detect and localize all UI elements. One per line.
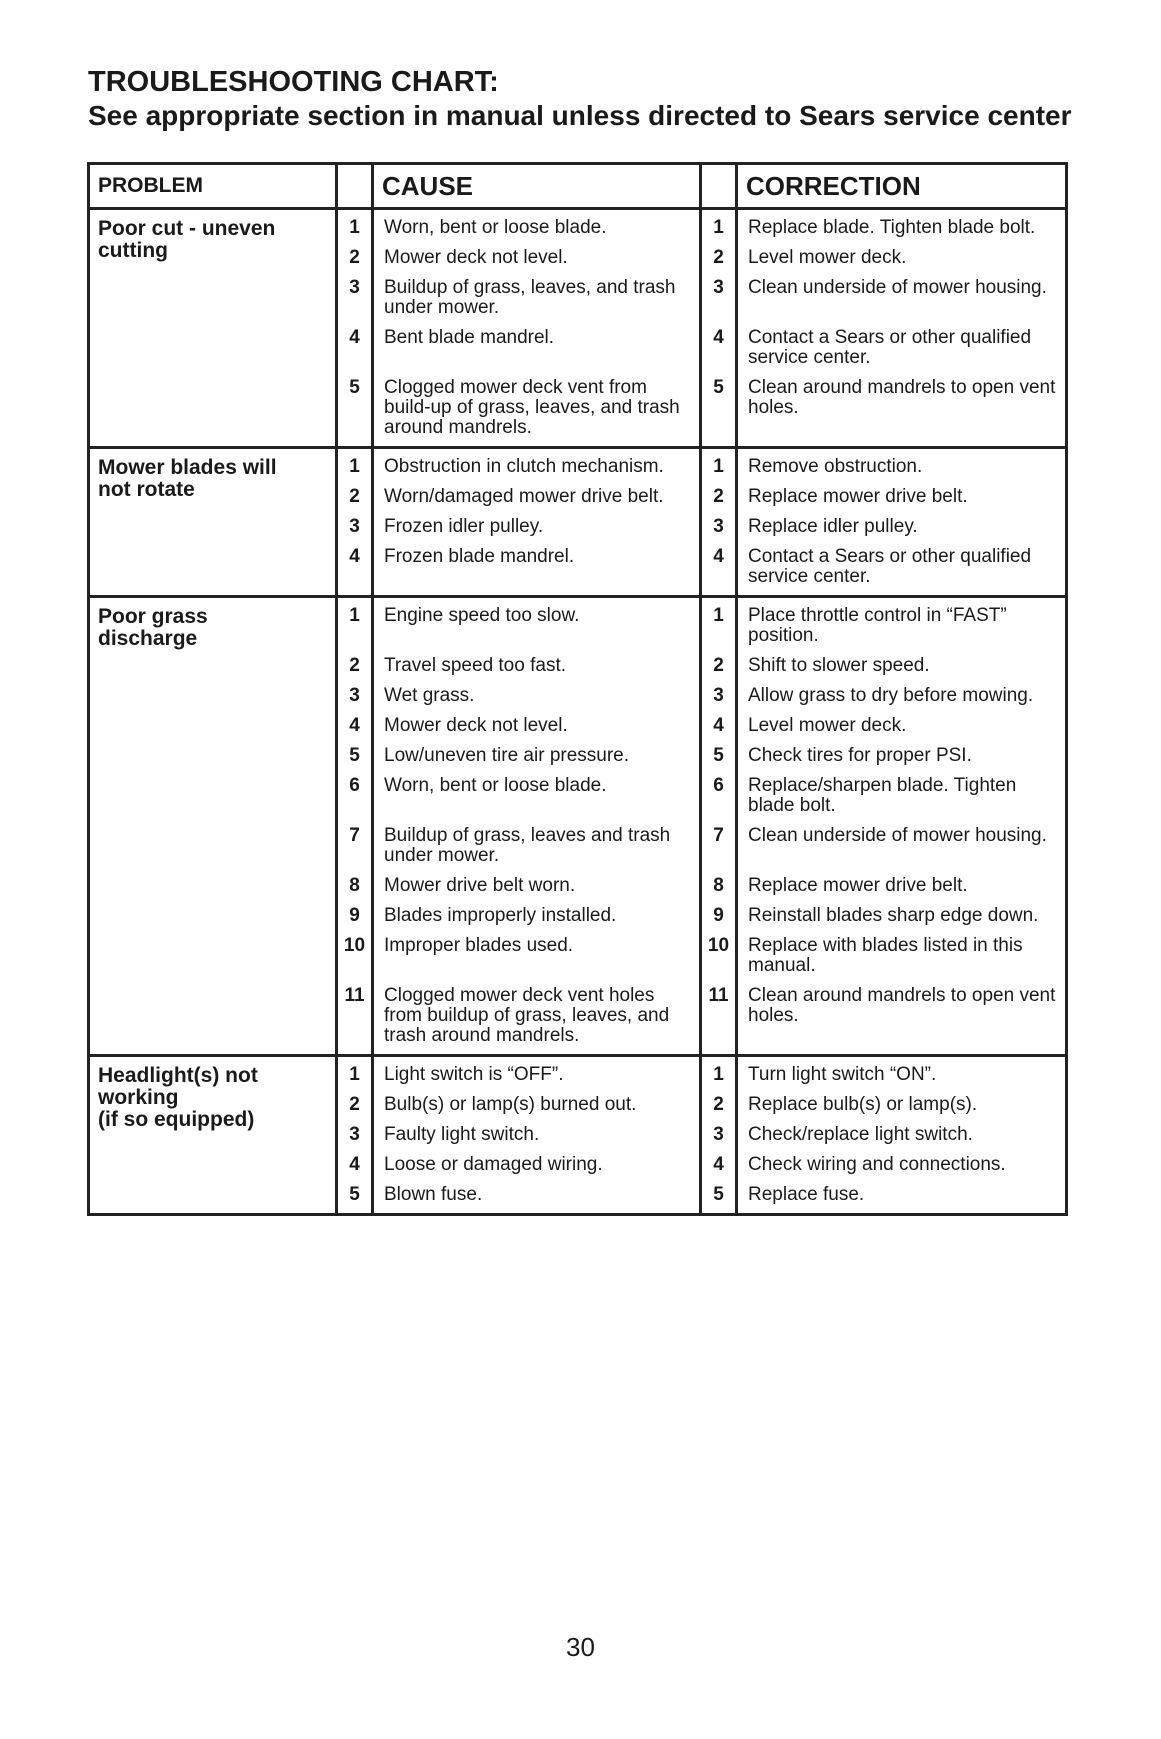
table-row: [338, 482, 1065, 512]
correction-number: 2: [702, 243, 738, 273]
cause-number: 5: [338, 1180, 374, 1213]
table-row: [338, 598, 1065, 651]
problem-section: [90, 449, 1065, 598]
cause-text: Obstruction in clutch mechanism.: [374, 449, 702, 482]
cause-text: Mower drive belt worn.: [374, 871, 702, 901]
correction-text: Replace bulb(s) or lamp(s).: [748, 1094, 978, 1115]
cause-number: 9: [338, 901, 374, 931]
problem-cell: [90, 1057, 338, 1213]
table-row: [338, 1120, 1065, 1150]
troubleshooting-table: [87, 162, 1068, 1216]
cause-number: 4: [338, 1150, 374, 1180]
correction-number: 5: [702, 373, 738, 446]
correction-number: 5: [702, 1180, 738, 1213]
header-cause: CAUSE: [374, 165, 702, 207]
correction-text: Contact a Sears or other qualified service center.: [748, 327, 1032, 368]
problem-cell: [90, 598, 338, 1054]
cause-text: Engine speed too slow.: [374, 598, 702, 651]
cause-number: 3: [338, 1120, 374, 1150]
cause-number: 8: [338, 871, 374, 901]
correction-number: 1: [702, 598, 738, 651]
correction-text: Clean around mandrels to open vent holes.: [748, 985, 1056, 1026]
correction-number: 7: [702, 821, 738, 871]
correction-number: 1: [702, 1057, 738, 1090]
table-row: [338, 741, 1065, 771]
cause-number: 11: [338, 981, 374, 1054]
correction-text: Replace blade. Tighten blade bolt.: [748, 217, 1036, 238]
table-row: [338, 373, 1065, 446]
correction-text: Clean underside of mower housing.: [748, 277, 1047, 298]
table-row: [338, 273, 1065, 323]
table-row: [338, 931, 1065, 981]
cause-text: Blown fuse.: [374, 1180, 702, 1213]
cause-number: 3: [338, 512, 374, 542]
correction-number: 3: [702, 512, 738, 542]
cause-number: 2: [338, 1090, 374, 1120]
correction-number: 4: [702, 323, 738, 373]
problem-section: [90, 1057, 1065, 1213]
cause-correction-rows: [338, 598, 1065, 1054]
correction-number: 1: [702, 210, 738, 243]
cause-text: Bent blade mandrel.: [374, 323, 702, 373]
table-row: [338, 771, 1065, 821]
cause-text: Frozen idler pulley.: [374, 512, 702, 542]
correction-number: 6: [702, 771, 738, 821]
cause-text: Blades improperly installed.: [374, 901, 702, 931]
cause-number: 1: [338, 598, 374, 651]
table-row: [338, 901, 1065, 931]
problem-cell: [90, 449, 338, 595]
table-row: [338, 821, 1065, 871]
correction-number: 9: [702, 901, 738, 931]
correction-number: 5: [702, 741, 738, 771]
correction-number: 4: [702, 542, 738, 595]
table-row: [338, 651, 1065, 681]
cause-correction-rows: [338, 449, 1065, 595]
page-title: TROUBLESHOOTING CHART:: [88, 66, 499, 98]
cause-text: Low/uneven tire air pressure.: [374, 741, 702, 771]
correction-text: Reinstall blades sharp edge down.: [748, 905, 1039, 926]
correction-text: Place throttle control in “FAST” position.: [748, 605, 1007, 646]
correction-text: Replace/sharpen blade. Tighten blade bolt.: [748, 775, 1017, 816]
table-row: [338, 512, 1065, 542]
header-spacer: [702, 165, 738, 207]
table-row: [338, 243, 1065, 273]
cause-text: Improper blades used.: [374, 931, 702, 981]
problem-text: (if so equipped): [98, 1108, 255, 1131]
cause-text: Worn/damaged mower drive belt.: [374, 482, 702, 512]
cause-text: Bulb(s) or lamp(s) burned out.: [374, 1090, 702, 1120]
correction-number: 3: [702, 1120, 738, 1150]
cause-text: Wet grass.: [374, 681, 702, 711]
correction-number: 4: [702, 1150, 738, 1180]
correction-number: 1: [702, 449, 738, 482]
header-spacer: [338, 165, 374, 207]
cause-number: 5: [338, 741, 374, 771]
cause-text: Frozen blade mandrel.: [374, 542, 702, 595]
page-number: 30: [566, 1632, 595, 1662]
table-row: [338, 542, 1065, 595]
cause-number: 2: [338, 651, 374, 681]
table-row: [338, 711, 1065, 741]
table-row: [338, 681, 1065, 711]
cause-text: Buildup of grass, leaves, and trash under mower.: [374, 273, 702, 323]
cause-number: 1: [338, 1057, 374, 1090]
correction-number: 10: [702, 931, 738, 981]
cause-number: 1: [338, 449, 374, 482]
correction-number: 3: [702, 273, 738, 323]
problem-text: working: [98, 1086, 179, 1109]
table-row: [338, 1150, 1065, 1180]
problem-cell: [90, 210, 338, 446]
cause-text: Clogged mower deck vent holes from buildup of grass, leaves, and trash around mandrels.: [374, 981, 702, 1054]
correction-number: 3: [702, 681, 738, 711]
correction-text: Clean underside of mower housing.: [748, 825, 1047, 846]
problem-text: Mower blades will: [98, 456, 277, 479]
correction-text: Clean around mandrels to open vent holes.: [748, 377, 1056, 418]
correction-number: 8: [702, 871, 738, 901]
cause-number: 4: [338, 542, 374, 595]
correction-text: Turn light switch “ON”.: [748, 1064, 937, 1085]
table-row: [338, 981, 1065, 1054]
correction-text: Check tires for proper PSI.: [748, 745, 972, 766]
cause-correction-rows: [338, 210, 1065, 446]
table-row: [338, 1090, 1065, 1120]
cause-text: Faulty light switch.: [374, 1120, 702, 1150]
cause-number: 3: [338, 273, 374, 323]
correction-text: Replace mower drive belt.: [748, 486, 968, 507]
cause-text: Loose or damaged wiring.: [374, 1150, 702, 1180]
correction-text: Level mower deck.: [748, 247, 907, 268]
cause-text: Buildup of grass, leaves and trash under mower.: [374, 821, 702, 871]
correction-number: 2: [702, 1090, 738, 1120]
cause-text: Worn, bent or loose blade.: [374, 210, 702, 243]
table-row: [338, 1057, 1065, 1090]
problem-text: not rotate: [98, 478, 195, 501]
problem-text: Headlight(s) not: [98, 1064, 258, 1087]
cause-number: 2: [338, 243, 374, 273]
problem-text: cutting: [98, 239, 168, 262]
table-header: [90, 165, 1065, 210]
correction-text: Replace with blades listed in this manual.: [748, 935, 1023, 976]
correction-text: Remove obstruction.: [748, 456, 923, 477]
problem-text: discharge: [98, 627, 198, 650]
table-row: [338, 323, 1065, 373]
correction-text: Level mower deck.: [748, 715, 907, 736]
problem-section: [90, 210, 1065, 449]
correction-text: Allow grass to dry before mowing.: [748, 685, 1034, 706]
table-row: [338, 210, 1065, 243]
cause-text: Light switch is “OFF”.: [374, 1057, 702, 1090]
cause-number: 5: [338, 373, 374, 446]
correction-text: Check/replace light switch.: [748, 1124, 973, 1145]
problem-text: Poor cut - uneven: [98, 217, 276, 240]
table-row: [338, 449, 1065, 482]
cause-number: 7: [338, 821, 374, 871]
cause-text: Clogged mower deck vent from build-up of grass, leaves, and trash around mandrels.: [374, 373, 702, 446]
header-correction: CORRECTION: [746, 170, 921, 201]
page-subtitle: See appropriate section in manual unless directed to Sears service center: [88, 100, 1072, 131]
correction-text: Replace idler pulley.: [748, 516, 918, 537]
correction-text: Shift to slower speed.: [748, 655, 930, 676]
cause-text: Mower deck not level.: [374, 243, 702, 273]
cause-text: Mower deck not level.: [374, 711, 702, 741]
correction-text: Check wiring and connections.: [748, 1154, 1006, 1175]
problem-section: [90, 598, 1065, 1057]
table-body: [90, 210, 1065, 1213]
correction-text: Contact a Sears or other qualified service center.: [748, 546, 1032, 587]
cause-number: 4: [338, 323, 374, 373]
header-problem: PROBLEM: [90, 165, 338, 207]
cause-correction-rows: [338, 1057, 1065, 1213]
cause-number: 4: [338, 711, 374, 741]
cause-number: 6: [338, 771, 374, 821]
table-row: [338, 871, 1065, 901]
correction-number: 11: [702, 981, 738, 1054]
cause-text: Travel speed too fast.: [374, 651, 702, 681]
cause-number: 2: [338, 482, 374, 512]
correction-text: Replace fuse.: [748, 1184, 865, 1205]
correction-number: 4: [702, 711, 738, 741]
table-row: [338, 1180, 1065, 1213]
problem-text: Poor grass: [98, 605, 208, 628]
cause-number: 1: [338, 210, 374, 243]
correction-text: Replace mower drive belt.: [748, 875, 968, 896]
cause-number: 3: [338, 681, 374, 711]
cause-text: Worn, bent or loose blade.: [374, 771, 702, 821]
cause-number: 10: [338, 931, 374, 981]
correction-number: 2: [702, 651, 738, 681]
correction-number: 2: [702, 482, 738, 512]
